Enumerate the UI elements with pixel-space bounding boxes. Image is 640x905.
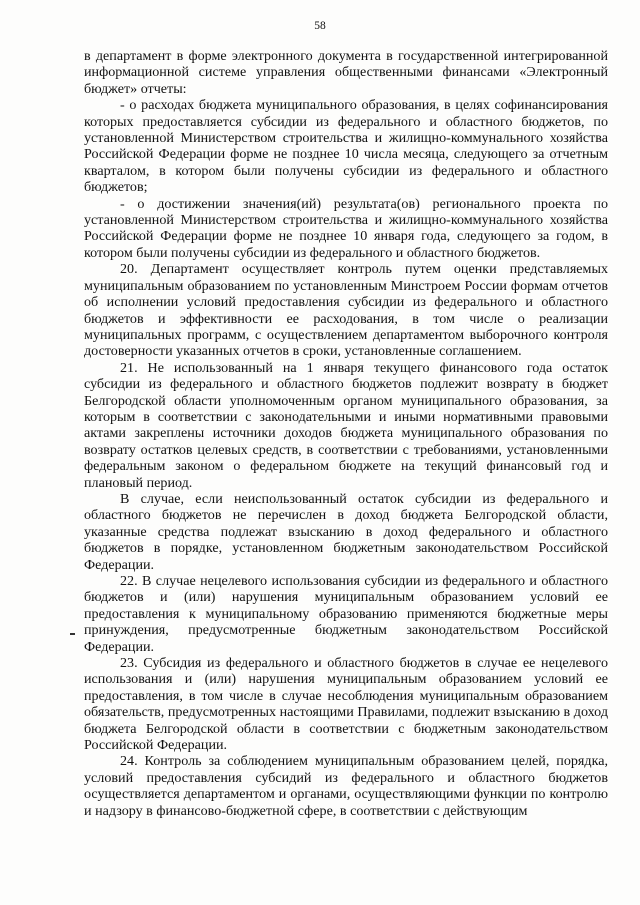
clause-21: 21. Не использованный на 1 января текущего финансового года остаток субсидии из федерального и областного бюджетов подлежит возврату в бюджет Белгородской области уполномоченным органом муниципального образования, за которым в соответствии с законодательными и иными нормативными правовыми актами закреплены источники доходов бюджета муниципального образования по возврату остатков целевых средств, в соответствии с требованиями, установленными федеральным законом о федеральном бюджете на текущий финансовый год и плановый период. [84, 359, 608, 491]
clause-24: 24. Контроль за соблюдением муниципальным образованием целей, порядка, условий предоставления субсидий из федерального и областного бюджетов осуществляется департаментом и органами, осуществляющими функции по контролю и надзору в финансово-бюджетной сфере, в соответствии с действующим [84, 753, 608, 819]
clause-23: 23. Субсидия из федерального и областного бюджетов в случае ее нецелевого использования и (или) нарушения муниципальным образованием условий ее предоставления, в том числе в случае несоблюдения муниципальным образованием обязательств, предусмотренных настоящими Правилами, подлежит взысканию в доход бюджета Белгородской области в соответствии с бюджетным законодательством Российской Федерации. [84, 655, 608, 754]
page-number: 58 [314, 20, 326, 32]
document-body [84, 48, 608, 819]
list-item-results-report: - о достижении значения(ий) результата(ов) регионального проекта по установленной Министерством строительства и жилищно-коммунального хозяйства Российской Федерации форме не позднее 10 января года, следующего за годом, в котором были получены субсидии из федерального и областного бюджетов. [84, 195, 608, 261]
list-item-expenses-report: - о расходах бюджета муниципального образования, в целях софинансирования которых предоставляется субсидии из федерального и областного бюджетов, по установленной Министерством строительства и жилищно-коммунального хозяйства Российской Федерации форме не позднее 10 числа месяца, следующего за отчетным кварталом, в котором были получены субсидии из федерального и областного бюджетов; [84, 97, 608, 196]
paragraph-continuation: в департамент в форме электронного документа в государственной интегрированной информационной системе управления общественными финансами «Электронный бюджет» отчеты: [84, 48, 608, 97]
margin-mark [70, 633, 75, 635]
clause-20: 20. Департамент осуществляет контроль путем оценки представляемых муниципальным образованием по установленным Минстроем России формам отчетов об исполнении условий предоставления субсидии из федерального и областного бюджетов и эффективности ее расходования, в том числе о реализации муниципальных программ, с осуществлением департаментом выборочного контроля достоверности указанных отчетов в сроки, установленные соглашением. [84, 261, 608, 360]
clause-22: 22. В случае нецелевого использования субсидии из федерального и областного бюджетов и (или) нарушения муниципальным образованием условий ее предоставления к муниципальному образованию применяются бюджетные меры принуждения, предусмотренные бюджетным законодательством Российской Федерации. [84, 573, 608, 655]
clause-21-continuation: В случае, если неиспользованный остаток субсидии из федерального и областного бюджетов не перечислен в доход бюджета Белгородской области, указанные средства подлежат взысканию в доход федерального и областного бюджетов в порядке, установленном бюджетным законодательством Российской Федерации. [84, 490, 608, 573]
